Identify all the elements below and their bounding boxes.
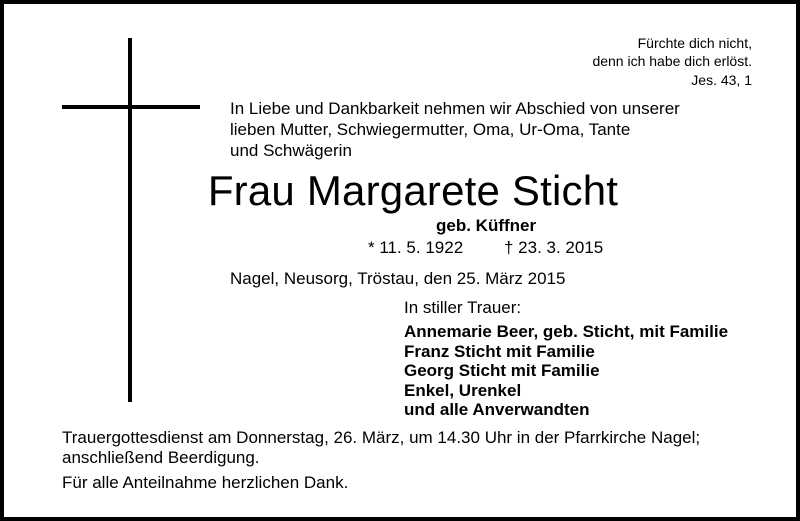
mourner-name: Georg Sticht mit Familie [404, 361, 600, 380]
verse-line-1: Fürchte dich nicht, [637, 35, 752, 51]
cross-icon [128, 38, 132, 402]
service-line-2: anschließend Beerdigung. [62, 448, 260, 467]
intro-line-2: lieben Mutter, Schwiegermutter, Oma, Ur-Oma, Tante [230, 120, 631, 139]
maiden-name: geb. Küffner [436, 216, 537, 235]
verse-line-2: denn ich habe dich erlöst. [592, 53, 752, 69]
mourner-name: Franz Sticht mit Familie [404, 341, 595, 361]
intro-line-1: In Liebe und Dankbarkeit nehmen wir Abschied von unserer [230, 99, 680, 118]
birth-date: * 11. 5. 1922 [368, 238, 464, 257]
intro-line-3: und Schwägerin [230, 141, 352, 160]
intro-text [230, 98, 680, 161]
deceased-name: Frau Margarete Sticht [207, 167, 619, 214]
place-and-date: Nagel, Neusorg, Tröstau, den 25. März 2015 [230, 269, 566, 288]
verse-reference: Jes. 43, 1 [691, 72, 752, 88]
mourners-list [404, 322, 728, 420]
death-date: † 23. 3. 2015 [504, 238, 604, 257]
mourners-label: In stiller Trauer: [404, 298, 522, 317]
cross-icon-bar [62, 105, 200, 109]
bible-verse [592, 34, 752, 89]
thanks-note: Für alle Anteilnahme herzlichen Dank. [62, 473, 349, 492]
mourner-name: und alle Anverwandten [404, 400, 590, 419]
funeral-service-info [62, 428, 700, 468]
mourner-name: Annemarie Beer, geb. Sticht, mit Familie [404, 322, 729, 341]
service-line-1: Trauergottesdienst am Donnerstag, 26. März, um 14.30 Uhr in der Pfarrkirche Nagel; [62, 428, 701, 447]
mourner-name: Enkel, Urenkel [404, 380, 522, 400]
